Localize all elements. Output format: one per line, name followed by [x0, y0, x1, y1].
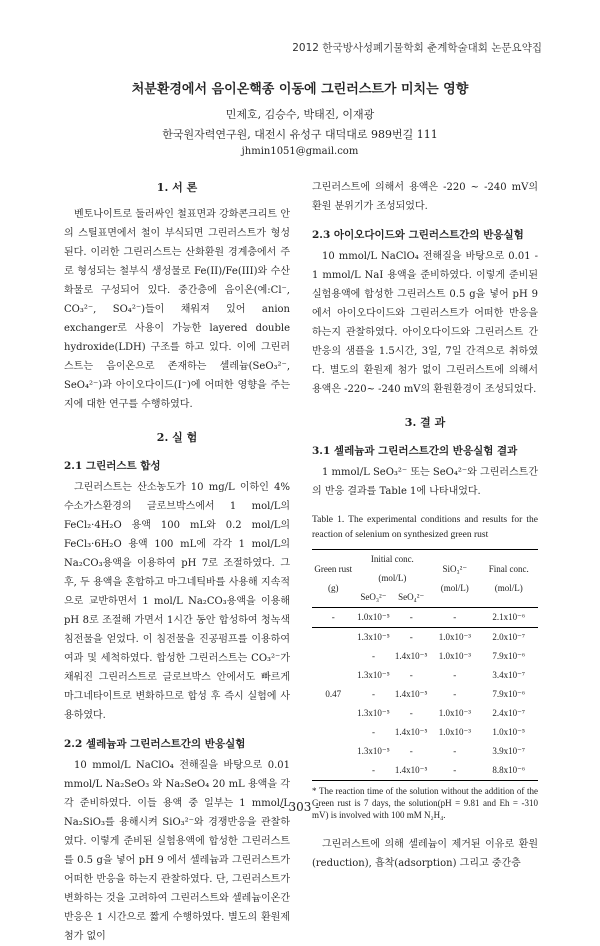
- section-intro-title: 1. 서 론: [156, 181, 198, 194]
- table-cell-seo3: 1.3x10⁻⁵: [357, 670, 390, 680]
- table-cell-seo4: -: [409, 708, 413, 718]
- paragraph-3-2: 그린러스트에 의해 셀레늄이 제거된 이유로 환원(reduction), 흡착(adsorption) 그리고 중간층: [312, 839, 538, 869]
- section-results-title: 3. 결 과: [404, 416, 446, 429]
- table-caption: Table 1. The experimental conditions and results for the reaction of selenium on synthesized green rust: [312, 515, 538, 540]
- table-cell-seo4: -: [409, 670, 413, 680]
- table-cell-seo3: -: [371, 651, 375, 661]
- affiliation: 한국원자력연구원, 대전시 유성구 대덕대로 989번길 111: [162, 128, 438, 141]
- page-number: - 303 -: [280, 800, 320, 814]
- running-header: 2012 한국방사성폐기물학회 춘계학술대회 논문요약집: [292, 42, 542, 54]
- table-row: [312, 685, 538, 704]
- table-cell-seo3: -: [371, 689, 375, 699]
- table-row: [312, 704, 538, 723]
- table-row: [312, 666, 538, 685]
- table-cell-sio3: -: [453, 746, 457, 756]
- table-cell-final: 8.8x10⁻⁶: [492, 765, 526, 775]
- subsection-2-3: 2.3 아이오다이드와 그린러스트간의 반응실험: [312, 229, 524, 241]
- table-cell-seo3: -: [371, 765, 375, 775]
- table-cell-sio3: -: [453, 612, 457, 622]
- table-cell-final: 1.0x10⁻⁵: [492, 727, 526, 737]
- table-cell-gr: [312, 704, 355, 723]
- th-sio3: SiO₃²⁻ (mol/L): [440, 563, 469, 593]
- subsection-3-1: 3.1 셀레늄과 그린러스트간의 반응실험 결과: [312, 445, 518, 457]
- table-cell-seo4: -: [409, 746, 413, 756]
- table-cell-seo3: -: [371, 727, 375, 737]
- email: jhmin1051@gmail.com: [241, 146, 359, 157]
- table-cell-seo4: 1.4x10⁻⁵: [394, 765, 428, 775]
- th-final-conc: Final conc. (mol/L): [488, 563, 529, 593]
- table-cell-sio3: 1.0x10⁻³: [438, 651, 471, 661]
- table-cell-seo3: 1.3x10⁻⁵: [357, 632, 390, 642]
- table-cell-final: 3.9x10⁻⁷: [492, 746, 526, 756]
- right-column: [312, 178, 538, 873]
- th-seo3: SeO₃²⁻: [360, 592, 387, 602]
- subsection-2-2: 2.2 셀레늄과 그린러스트간의 반응실험: [64, 738, 246, 750]
- table-cell-seo4: -: [409, 632, 413, 642]
- paragraph-2-2: 10 mmol/L NaClO₄ 전해질을 바탕으로 0.01 mmol/L Na₂SeO₃ 와 Na₂SeO₄ 20 mL 용액을 각각 준비하였다. 이들 용액 중 일부는 1 mmol/L Na₂SiO₃를 용해시켜 SiO₃²⁻와 경쟁반응을 관찰하였다. 이렇게 준비된 실험용액에 합성한 그린러스트를 0.5 g을 넣어 pH 9 에서 셀레늄과 그린러스트가 어떠한 반응을 하는지 관찰하였다. 단, 그린러스트가 변화하는 것을 고려하여 그린러스트와 셀레늄이온간 반응은 1 시간으로 짧게 수행하였다. 별도의 환원제 첨가 없이: [64, 760, 290, 942]
- results-table: [312, 549, 538, 781]
- table-cell-gr: 0.47: [325, 689, 342, 699]
- paper-title: 처분환경에서 음이온핵종 이동에 그린러스트가 미치는 영향: [131, 82, 469, 97]
- table-cell-seo4: 1.4x10⁻⁵: [394, 651, 428, 661]
- table-cell-seo3: 1.3x10⁻⁵: [357, 708, 390, 718]
- table-row: [312, 647, 538, 666]
- authors: 민제호, 김승수, 박태진, 이재광: [225, 108, 375, 121]
- table-cell-seo4: 1.4x10⁻⁵: [394, 727, 428, 737]
- table-cell-sio3: -: [453, 670, 457, 680]
- table-cell-sio3: -: [453, 689, 457, 699]
- table-cell-sio3: 1.0x10⁻³: [438, 727, 471, 737]
- table-cell-final: 2.0x10⁻⁷: [492, 632, 526, 642]
- table-cell-final: 7.9x10⁻⁶: [492, 651, 526, 661]
- table-cell-final: 2.4x10⁻⁷: [492, 708, 526, 718]
- table-row: [312, 628, 538, 648]
- table-row: [312, 608, 538, 628]
- left-column: [64, 178, 290, 946]
- table-row: [312, 742, 538, 761]
- table-cell-gr: [312, 647, 355, 666]
- paragraph-2-3: 10 mmol/L NaClO₄ 전해질을 바탕으로 0.01 - 1 mmol/L NaI 용액을 준비하였다. 이렇게 준비된 실험용액에 합성한 그린러스트 0.5 g을 넣어 pH 9에서 아이오다이드와 그린러스트가 어떠한 반응을 하는지 관찰하였다. 아이오다이드와 그린러스트 간 반응의 샘플을 1.5시간, 3일, 7일 간격으로 취하였다. 별도의 환원제 첨가 없이 그린러스트에 의해서 용액은 -220~ -240 mV의 환원환경이 조성되었다.: [312, 251, 538, 395]
- intro-paragraph: 벤토나이트로 둘러싸인 철표면과 강화콘크리트 안의 스틸표면에서 철이 부식되면 그린러스트가 형성된다. 이러한 그린러스트는 산화환원 경계층에서 주로 형성되는 철부식 생성물로 Fe(II)/Fe(III)와 수산화물로 구성되어 있다. 중간층에 음이온(예:Cl⁻, CO₃²⁻, SO₄²⁻)들이 채워져 있어 anion exchanger로 사용이 가능한 layered double hydroxide(LDH) 구조를 하고 있다. 이에 그린러스트는 음이온으로 존재하는 셀레늄(SeO₃²⁻, SeO₄²⁻)과 아이오다이드(I⁻)에 어떠한 영향을 주는지에 대한 연구를 수행하였다.: [64, 209, 290, 410]
- table-row: [312, 723, 538, 742]
- table-cell-gr: [312, 761, 355, 781]
- table-cell-sio3: 1.0x10⁻³: [438, 708, 471, 718]
- table-cell-gr: [312, 723, 355, 742]
- table-cell-final: 7.9x10⁻⁶: [492, 689, 526, 699]
- table-cell-final: 2.1x10⁻⁶: [492, 612, 526, 622]
- table-cell-sio3: -: [453, 765, 457, 775]
- table-cell-seo3: 1.0x10⁻⁵: [357, 612, 390, 622]
- table-cell-seo3: 1.3x10⁻⁵: [357, 746, 390, 756]
- th-green-rust: Green rust (g): [314, 563, 353, 593]
- table-row: [312, 761, 538, 781]
- th-seo4: SeO₄²⁻: [398, 592, 425, 602]
- table-cell-seo4: -: [409, 612, 413, 622]
- th-initial-conc: Initial conc. (mol/L): [370, 554, 414, 583]
- table-note: * The reaction time of the solution without the addition of the Green rust is 7 days, the solution(pH = 9.81 and Eh = -310 mV) is involved with 100 mM N₂H₄.: [312, 786, 538, 820]
- paragraph-2-1: 그린러스트는 산소농도가 10 mg/L 이하인 4% 수소가스환경의 글로브박스에서 1 mol/L의 FeCl₂·4H₂O 용액 100 mL와 0.2 mol/L의 FeCl₃·6H₂O 용액 100 mL에 각각 1 mol/L의 Na₂CO₃용액을 이용하여 pH 7로 조절하였다. 그 후, 두 용액을 혼합하고 마그네틱바를 사용해 지속적으로 교반하면서 1 mol/L Na₂CO₃용액을 이용해 pH 8로 조절해 가면서 1시간 동안 합성하여 청녹색 침전물을 얻었다. 이 침전물을 진공펌프를 이용하여 여과 및 세척하였다. 합성한 그린러스트는 CO₃²⁻가 채워진 그린러스트로 글로브박스 안에서도 빠르게 마그네타이트로 변화하므로 합성 후 즉시 실험에 사용하였다.: [64, 482, 290, 721]
- paragraph-2-2-cont: 그린러스트에 의해서 용액은 -220 ~ -240 mV의 환원 분위기가 조성되었다.: [312, 182, 538, 212]
- table-cell-gr: [312, 666, 355, 685]
- paragraph-3-1: 1 mmol/L SeO₃²⁻ 또는 SeO₄²⁻와 그린러스트간의 반응 결과를 Table 1에 나타내었다.: [312, 467, 538, 497]
- table-cell-gr: [312, 742, 355, 761]
- table-cell-final: 3.4x10⁻⁷: [492, 670, 526, 680]
- table-cell-gr: [312, 628, 355, 648]
- subsection-2-1: 2.1 그린러스트 합성: [64, 460, 161, 472]
- table-body: [312, 608, 538, 781]
- table-cell-sio3: 1.0x10⁻³: [438, 632, 471, 642]
- table-cell-gr: -: [331, 612, 335, 622]
- table-cell-seo4: 1.4x10⁻⁵: [394, 689, 428, 699]
- section-experiment-title: 2. 실 험: [156, 431, 198, 444]
